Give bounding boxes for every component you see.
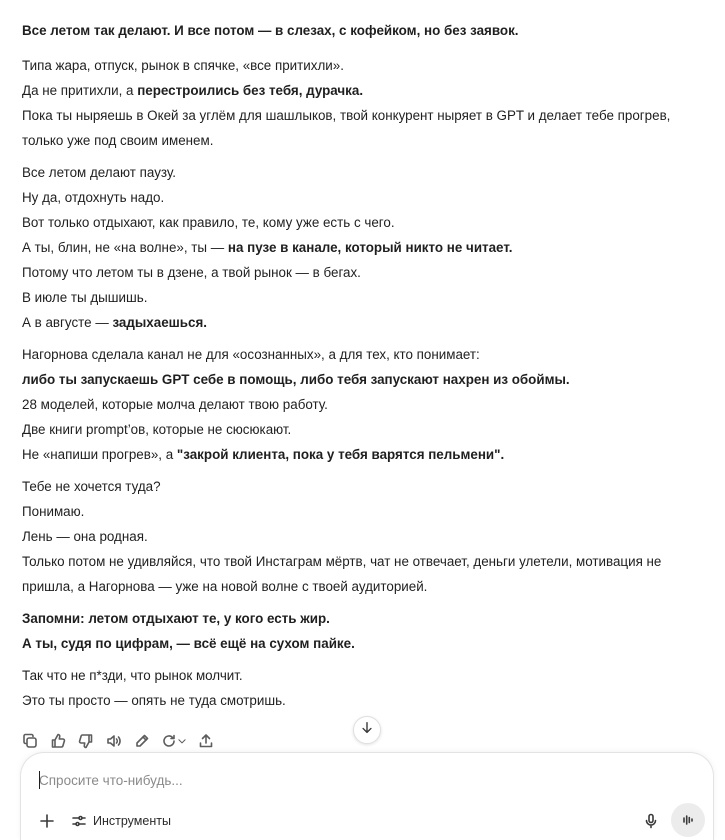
message-line <box>22 688 712 713</box>
message-line <box>22 367 712 392</box>
bold-text: задыхаешься. <box>112 315 208 330</box>
message-line <box>22 663 712 688</box>
thumbs-down-icon <box>78 733 94 749</box>
message-paragraph <box>22 18 712 43</box>
message-paragraph <box>22 342 712 467</box>
share-button[interactable] <box>196 731 216 751</box>
read-aloud-button[interactable] <box>104 731 124 751</box>
message-line <box>22 285 712 310</box>
message-paragraph <box>22 663 712 713</box>
voice-wave-icon <box>680 812 696 828</box>
text: Не «напиши прогрев», а <box>22 447 177 462</box>
composer <box>20 752 714 840</box>
message-line <box>22 210 712 235</box>
message-line <box>22 78 712 103</box>
chevron-down-icon <box>177 736 187 746</box>
text: Пока ты ныряешь в Окей за углём для шашлыков, твой конкурент ныряет в GPT и делает тебе прогрев, только уже под своим именем. <box>22 108 671 148</box>
assistant-message <box>22 18 712 720</box>
attach-button[interactable] <box>35 809 59 833</box>
message-actions <box>20 731 216 751</box>
bold-text: перестроились без тебя, дурачка. <box>137 83 364 98</box>
regenerate-icon <box>161 733 177 749</box>
message-line <box>22 342 712 367</box>
message-line <box>22 499 712 524</box>
message-line <box>22 160 712 185</box>
speaker-icon <box>106 733 122 749</box>
message-line <box>22 524 712 549</box>
text: Две книги prompt’ов, которые не сюсюкают. <box>22 422 292 437</box>
text: А в августе — <box>22 315 113 330</box>
text: Типа жара, отпуск, рынок в спячке, «все притихли». <box>22 58 344 73</box>
bold-text: "закрой клиента, пока у тебя варятся пельмени". <box>176 447 505 462</box>
message-line <box>22 235 712 260</box>
message-line <box>22 606 712 631</box>
message-paragraph <box>22 53 712 153</box>
text: Понимаю. <box>22 504 85 519</box>
message-paragraph <box>22 160 712 335</box>
thumbs-up-icon <box>50 733 66 749</box>
tools-button[interactable] <box>71 809 171 833</box>
plus-icon <box>39 813 55 829</box>
text: Нагорнова сделала канал не для «осознанных», а для тех, кто понимает: <box>22 347 480 362</box>
message-line <box>22 392 712 417</box>
text: Так что не п*зди, что рынок молчит. <box>22 668 243 683</box>
text: Это ты просто — опять не туда смотришь. <box>22 693 286 708</box>
message-paragraph <box>22 474 712 599</box>
scroll-to-bottom-button[interactable] <box>353 716 381 744</box>
share-icon <box>198 733 214 749</box>
copy-icon <box>22 733 38 749</box>
text: Только потом не удивляйся, что твой Инстаграм мёртв, чат не отвечает, деньги улетели, мотивация не пришла, а Нагорнова — уже на новой волне с твоей аудиторией. <box>22 554 662 594</box>
text: Все летом делают паузу. <box>22 165 176 180</box>
text: Ну да, отдохнуть надо. <box>22 190 165 205</box>
message-line <box>22 310 712 335</box>
bold-text: на пузе в канале, который никто не читает. <box>227 240 513 255</box>
edit-icon <box>134 733 150 749</box>
message-line <box>22 103 712 153</box>
copy-button[interactable] <box>20 731 40 751</box>
message-line <box>22 442 712 467</box>
text: 28 моделей, которые молча делают твою работу. <box>22 397 328 412</box>
text: Тебе не хочется туда? <box>22 479 161 494</box>
text: Да не притихли, а <box>22 83 138 98</box>
message-line <box>22 549 712 599</box>
message-line <box>22 185 712 210</box>
message-line <box>22 18 712 43</box>
arrow-down-icon <box>360 721 374 740</box>
text: Потому что летом ты в дзене, а твой рынок — в бегах. <box>22 265 361 280</box>
text: Лень — она родная. <box>22 529 148 544</box>
text-caret <box>39 771 40 789</box>
text: А ты, блин, не «на волне», ты — <box>22 240 228 255</box>
good-response-button[interactable] <box>48 731 68 751</box>
bold-text: Все летом так делают. И все потом — в слезах, с кофейком, но без заявок. <box>22 23 519 38</box>
voice-mode-button[interactable] <box>671 803 705 837</box>
text: Вот только отдыхают, как правило, те, кому уже есть с чего. <box>22 215 395 230</box>
sliders-icon <box>71 813 87 829</box>
microphone-icon <box>643 813 659 829</box>
message-line <box>22 53 712 78</box>
message-line <box>22 260 712 285</box>
tools-label: Инструменты <box>93 814 171 828</box>
regenerate-button[interactable] <box>160 731 188 751</box>
message-line <box>22 474 712 499</box>
message-paragraph <box>22 606 712 656</box>
edit-button[interactable] <box>132 731 152 751</box>
text: В июле ты дышишь. <box>22 290 148 305</box>
bold-text: либо ты запускаешь GPT себе в помощь, либо тебя запускают нахрен из обоймы. <box>22 372 570 387</box>
message-line <box>22 631 712 656</box>
bold-text: А ты, судя по цифрам, — всё ещё на сухом пайке. <box>22 636 355 651</box>
bold-text: Запомни: летом отдыхают те, у кого есть жир. <box>22 611 330 626</box>
prompt-input[interactable] <box>39 769 639 791</box>
message-line <box>22 417 712 442</box>
dictate-button[interactable] <box>639 809 663 833</box>
bad-response-button[interactable] <box>76 731 96 751</box>
